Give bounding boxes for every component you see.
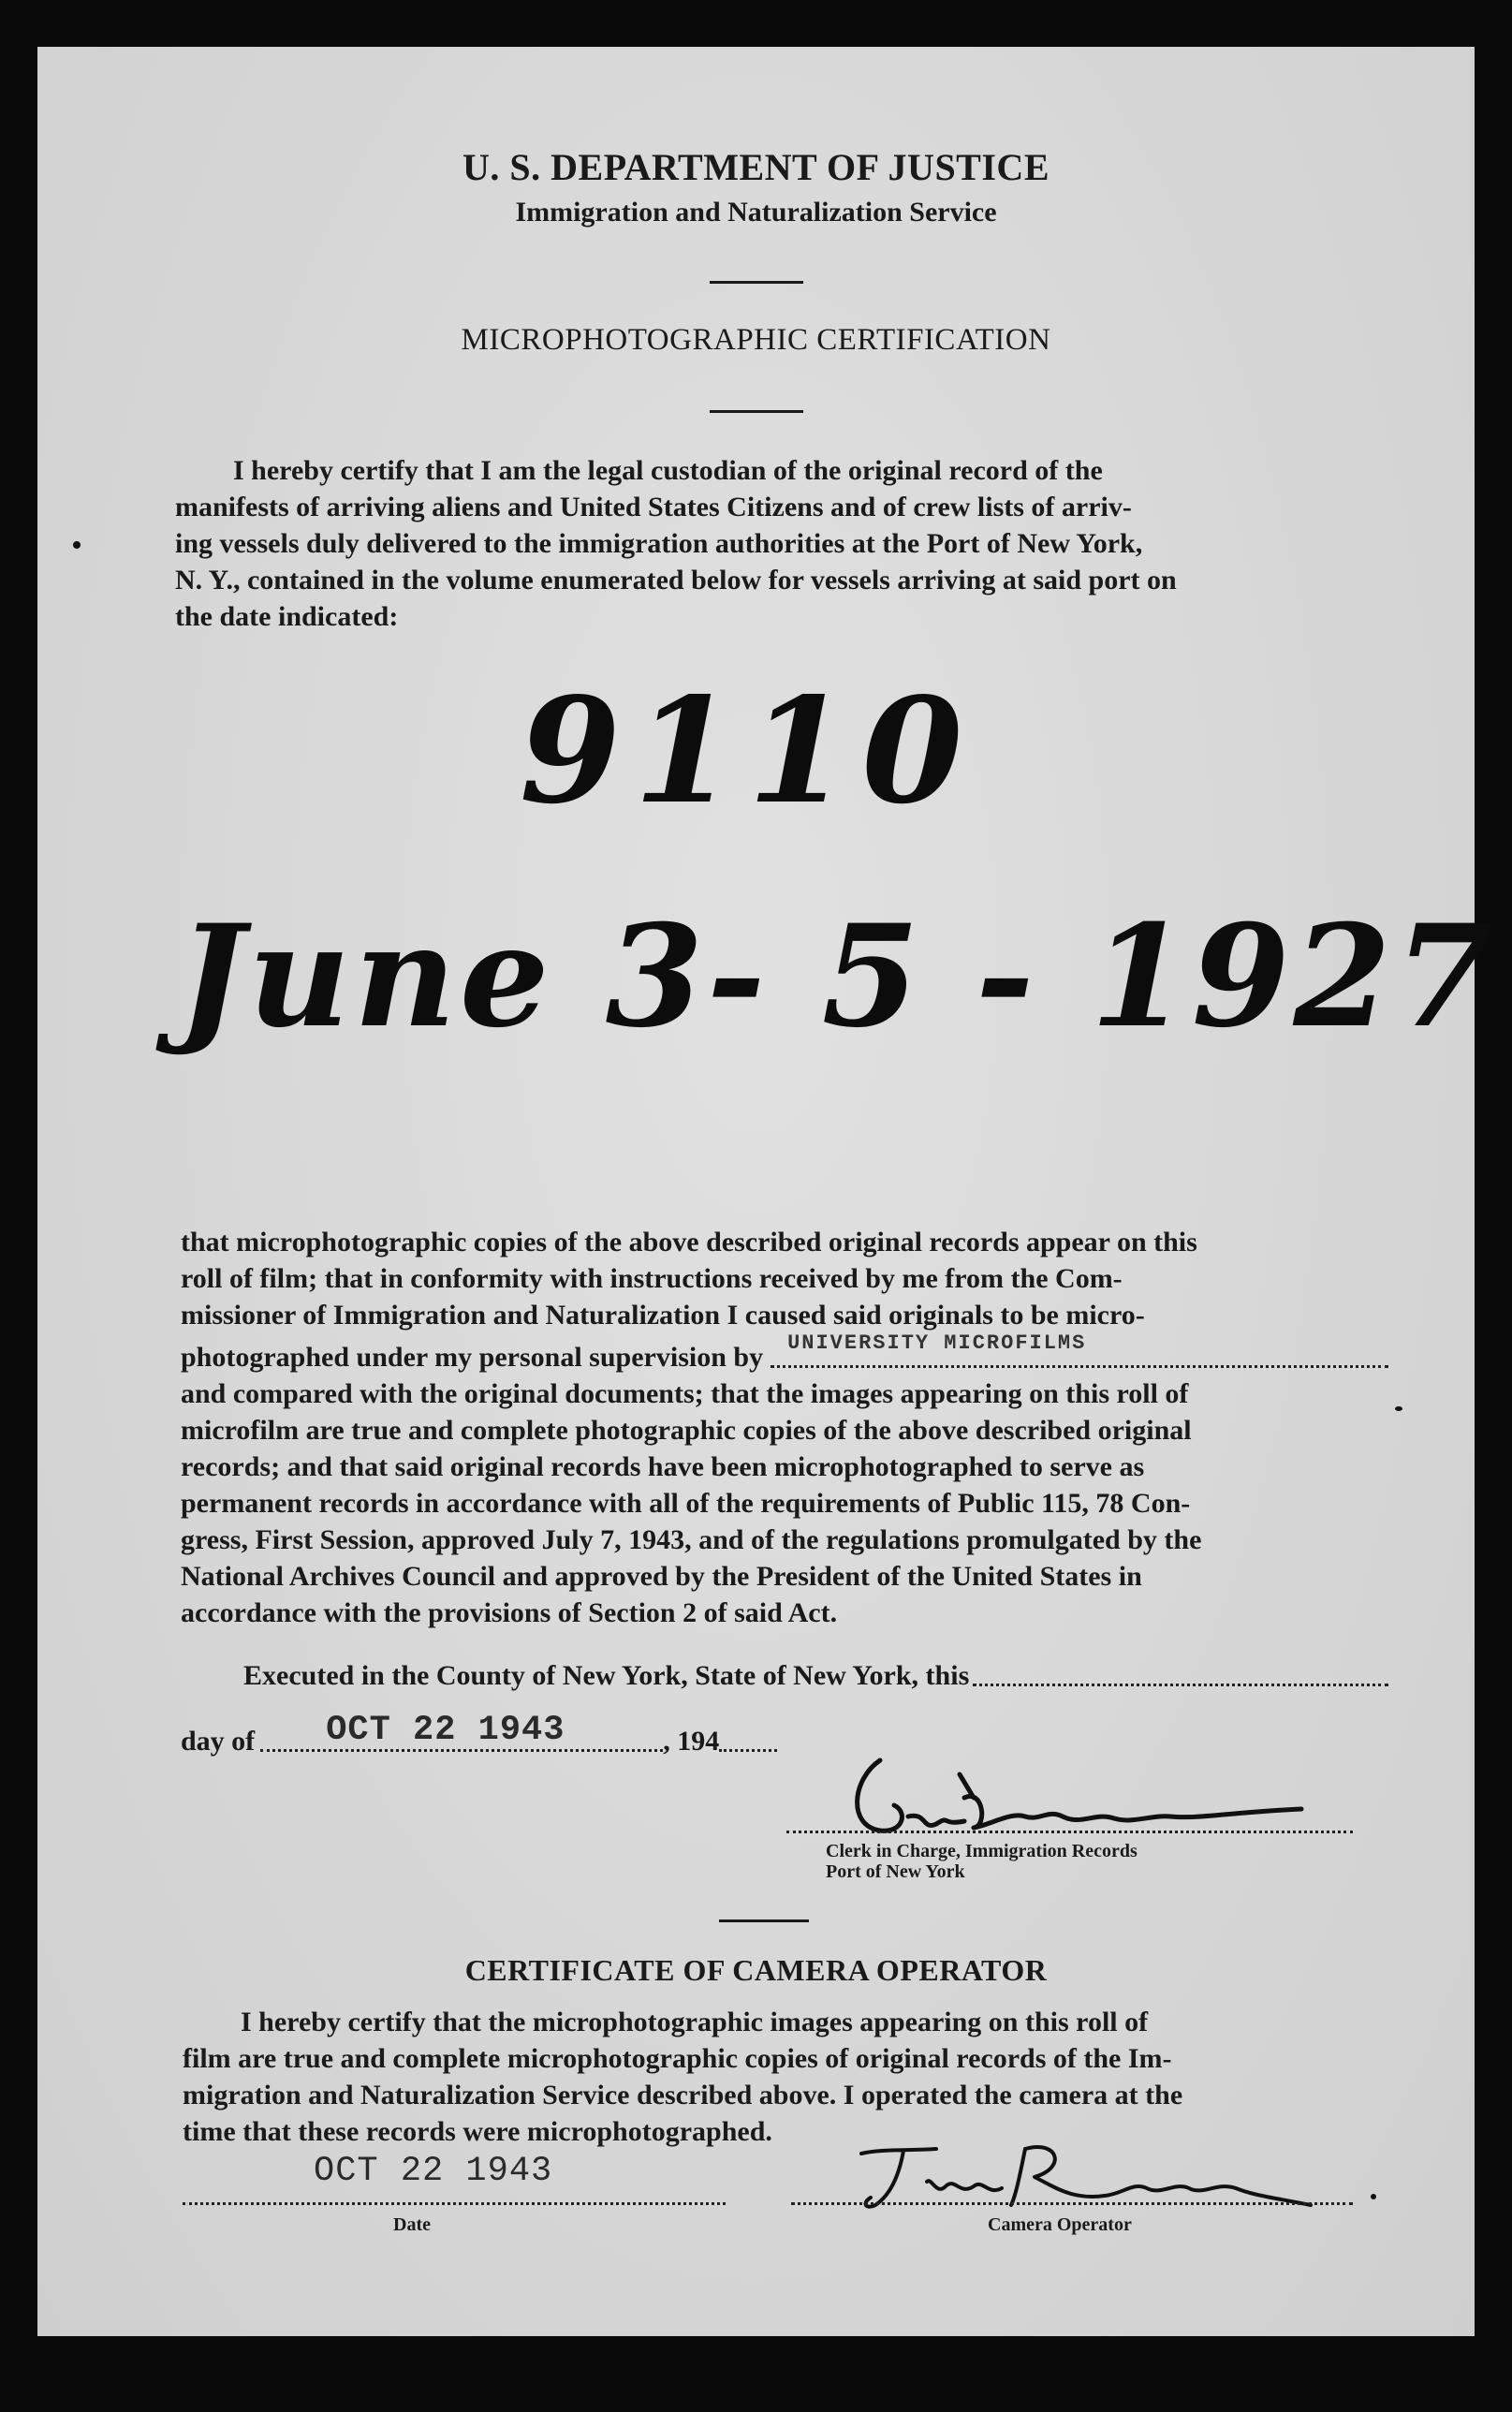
divider-top <box>710 281 803 284</box>
scan-speck <box>1395 1406 1402 1411</box>
intro-line: the date indicated: <box>175 601 399 632</box>
year-fill-line <box>719 1749 777 1752</box>
year-suffix: , 194 <box>663 1726 720 1757</box>
camera-operator-paragraph <box>183 2004 1390 2150</box>
date-label: Date <box>393 2214 431 2235</box>
date-line <box>183 2202 726 2205</box>
handwritten-date-range: June 3- 5 - 1927 <box>178 894 1497 1059</box>
supervisor-fill-line <box>771 1331 1388 1368</box>
scan-speck <box>73 541 81 549</box>
certificate-sheet <box>37 47 1497 2336</box>
body-line: gress, First Session, approved July 7, 1943, and of the regulations promulgated by the <box>181 1524 1202 1555</box>
intro-line: I hereby certify that I am the legal custodian of the original record of the <box>233 455 1103 486</box>
clerk-title <box>826 1841 1138 1882</box>
executed-fill-line <box>973 1684 1388 1686</box>
handwritten-volume-number: 9110 <box>520 665 976 836</box>
body-line: missioner of Immigration and Naturalization I caused said originals to be micro- <box>181 1300 1145 1331</box>
body-paragraph <box>181 1224 1388 1631</box>
intro-line: ing vessels duly delivered to the immigration authorities at the Port of New York, <box>175 528 1143 559</box>
supervision-line <box>181 1331 1388 1375</box>
date-stamp-clerk: OCT 22 1943 <box>326 1711 565 1750</box>
operator-line: migration and Naturalization Service described above. I operated the camera at the <box>183 2080 1183 2110</box>
body-line: roll of film; that in conformity with instructions received by me from the Com- <box>181 1263 1123 1294</box>
scan-speck <box>1371 2194 1376 2199</box>
day-fill-line <box>260 1711 663 1752</box>
divider-middle <box>710 410 803 413</box>
operator-signature-line <box>791 2202 1353 2205</box>
camera-operator-label: Camera Operator <box>988 2214 1132 2235</box>
body-line: National Archives Council and approved by the President of the United States in <box>181 1561 1142 1592</box>
supervisor-typed-name: UNIVERSITY MICROFILMS <box>787 1331 1087 1355</box>
camera-operator-title: CERTIFICATE OF CAMERA OPERATOR <box>464 1953 1048 1987</box>
supervision-prefix: photographed under my personal supervision by <box>181 1342 764 1373</box>
operator-line: film are true and complete microphotographic copies of original records of the Im- <box>183 2043 1172 2074</box>
operator-line: I hereby certify that the microphotographic images appearing on this roll of <box>241 2007 1149 2037</box>
divider-bottom <box>719 1919 809 1922</box>
body-line: records; and that said original records have been microphotographed to serve as <box>181 1451 1145 1482</box>
intro-paragraph <box>175 452 1387 635</box>
date-stamp-operator: OCT 22 1943 <box>314 2152 553 2191</box>
body-line: accordance with the provisions of Section 2 of said Act. <box>181 1597 838 1628</box>
body-line: permanent records in accordance with all of the requirements of Public 115, 78 Con- <box>181 1488 1191 1519</box>
day-of-label: day of <box>181 1726 256 1757</box>
service-subheading: Immigration and Naturalization Service <box>515 197 997 228</box>
executed-line <box>243 1657 1388 1694</box>
intro-line: N. Y., contained in the volume enumerated below for vessels arriving at said port on <box>175 565 1177 596</box>
operator-line: time that these records were microphotographed. <box>183 2116 772 2147</box>
certification-title: MICROPHOTOGRAPHIC CERTIFICATION <box>461 323 1051 357</box>
body-line: that microphotographic copies of the above described original records appear on this <box>181 1227 1197 1257</box>
clerk-signature-line <box>786 1831 1353 1833</box>
day-of-line <box>181 1711 777 1759</box>
clerk-signature <box>824 1723 1367 1854</box>
body-line: microfilm are true and complete photographic copies of the above described original <box>181 1415 1192 1446</box>
clerk-title-line: Port of New York <box>826 1861 965 1882</box>
intro-line: manifests of arriving aliens and United States Citizens and of crew lists of arriv- <box>175 492 1132 522</box>
clerk-title-line: Clerk in Charge, Immigration Records <box>826 1841 1138 1861</box>
body-line: and compared with the original documents; that the images appearing on this roll of <box>181 1378 1189 1409</box>
department-heading: U. S. DEPARTMENT OF JUSTICE <box>462 146 1050 188</box>
executed-text: Executed in the County of New York, State of New York, this <box>243 1660 970 1691</box>
